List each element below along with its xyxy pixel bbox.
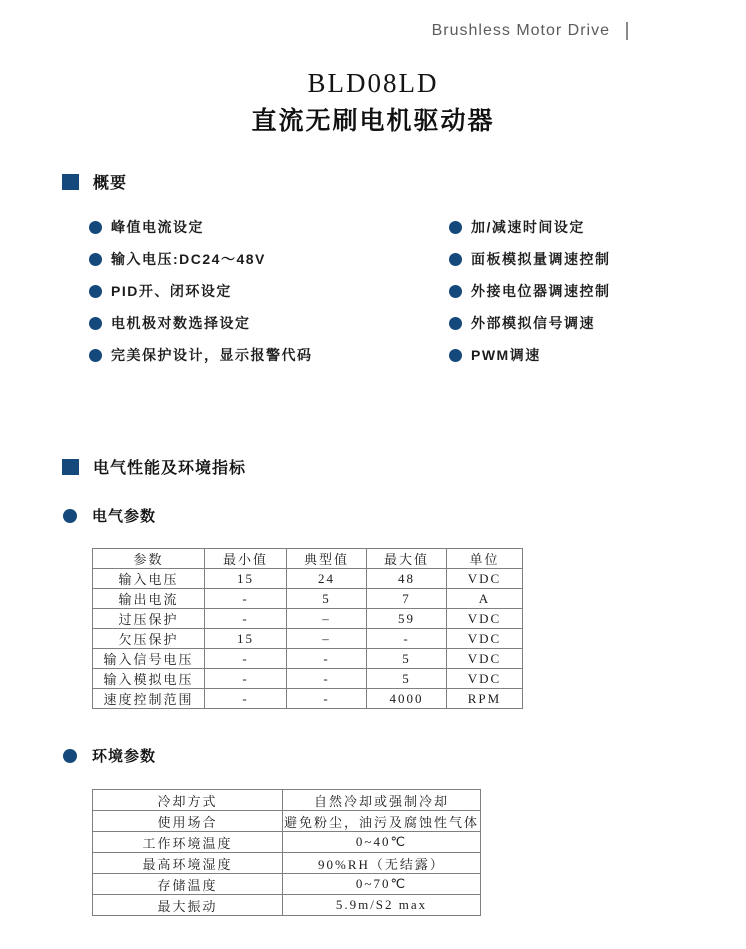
table-cell: 5 [367,669,447,689]
environmental-subheading [0,745,746,766]
table-cell: 5 [287,589,367,609]
table-row [93,853,481,874]
table-cell: 输入信号电压 [93,649,205,669]
electrical-heading-label: 电气参数 [92,508,157,526]
feature-label: 外部模拟信号调速 [471,315,595,332]
electrical-parameters-table [92,548,523,709]
table-cell: 冷却方式 [93,790,283,811]
circle-bullet-icon [89,317,102,330]
feature-item [449,307,611,339]
table-header-cell: 最小值 [205,549,287,569]
table-cell: 使用场合 [93,811,283,832]
feature-column-left [89,211,449,371]
feature-item [449,243,611,275]
circle-bullet-icon [449,253,462,266]
table-row [93,874,481,895]
table-cell: - [205,649,287,669]
table-cell: - [205,609,287,629]
specs-heading-label: 电气性能及环境指标 [93,460,247,478]
table-cell: 15 [205,629,287,649]
feature-label: 外接电位器调速控制 [471,283,611,300]
feature-item [89,243,449,275]
feature-item [89,339,449,371]
product-title: 直流无刷电机驱动器 [251,107,495,136]
table-cell: VDC [447,649,523,669]
table-header-cell: 最大值 [367,549,447,569]
electrical-subheading [0,505,746,526]
feature-label: 峰值电流设定 [111,219,204,236]
table-header-cell: 单位 [447,549,523,569]
table-cell: 24 [287,569,367,589]
table-cell: - [287,689,367,709]
feature-label: 电机极对数选择设定 [111,315,251,332]
table-cell: 输入电压 [93,569,205,589]
table-row [93,669,523,689]
table-cell: - [205,669,287,689]
brand-text: Brushless Motor Drive [431,22,610,39]
feature-label: 完美保护设计，显示报警代码 [111,347,313,364]
table-cell: – [287,629,367,649]
circle-bullet-icon [89,349,102,362]
table-cell: 速度控制范围 [93,689,205,709]
feature-item [89,211,449,243]
feature-item [449,275,611,307]
overview-heading-label: 概要 [93,175,128,193]
feature-label: PWM调速 [471,347,541,364]
feature-column-right [449,211,611,371]
table-row [93,895,481,916]
square-bullet-icon [62,459,79,475]
circle-bullet-icon [89,221,102,234]
table-cell: 15 [205,569,287,589]
circle-bullet-icon [63,749,77,763]
square-bullet-icon [62,174,79,190]
table-row [93,629,523,649]
table-cell: 避免粉尘，油污及腐蚀性气体 [283,811,481,832]
table-cell: 最高环境湿度 [93,853,283,874]
table-cell: - [287,649,367,669]
table-header-row [93,549,523,569]
environmental-heading-label: 环境参数 [92,748,157,766]
feature-label: 面板模拟量调速控制 [471,251,611,268]
table-cell: 0~70℃ [283,874,481,895]
table-cell: VDC [447,609,523,629]
feature-item [449,211,611,243]
table-cell: 48 [367,569,447,589]
header-divider [626,22,628,40]
table-cell: 5 [367,649,447,669]
table-cell: 输入模拟电压 [93,669,205,689]
table-row [93,811,481,832]
circle-bullet-icon [449,221,462,234]
circle-bullet-icon [63,509,77,523]
table-cell: VDC [447,669,523,689]
feature-list [0,211,746,371]
circle-bullet-icon [89,285,102,298]
table-cell: VDC [447,629,523,649]
table-cell: 工作环境温度 [93,832,283,853]
table-cell: 4000 [367,689,447,709]
table-cell: 输出电流 [93,589,205,609]
table-cell: 5.9m/S2 max [283,895,481,916]
table-cell: 7 [367,589,447,609]
feature-label: 加/减速时间设定 [471,219,585,236]
circle-bullet-icon [449,317,462,330]
table-cell: 存储温度 [93,874,283,895]
page-header [0,0,746,40]
table-cell: A [447,589,523,609]
table-cell: - [367,629,447,649]
table-cell: RPM [447,689,523,709]
circle-bullet-icon [449,285,462,298]
circle-bullet-icon [449,349,462,362]
table-row [93,790,481,811]
table-row [93,832,481,853]
table-cell: - [205,589,287,609]
table-header-cell: 参数 [93,549,205,569]
table-cell: 自然冷却或强制冷却 [283,790,481,811]
model-title: BLD08LD [307,68,439,99]
table-cell: 最大振动 [93,895,283,916]
table-header-cell: 典型值 [287,549,367,569]
circle-bullet-icon [89,253,102,266]
table-cell: 过压保护 [93,609,205,629]
table-row [93,589,523,609]
table-cell: 欠压保护 [93,629,205,649]
table-row [93,569,523,589]
table-cell: 59 [367,609,447,629]
feature-label: PID开、闭环设定 [111,283,232,300]
feature-label: 输入电压:DC24～48V [111,251,266,268]
table-cell: 0~40℃ [283,832,481,853]
table-cell: - [287,669,367,689]
table-cell: VDC [447,569,523,589]
overview-section-heading [0,170,746,193]
table-cell: – [287,609,367,629]
table-cell: 90%RH（无结露） [283,853,481,874]
environmental-parameters-table [92,789,481,916]
feature-item [89,307,449,339]
table-row [93,689,523,709]
feature-item [89,275,449,307]
specs-section-heading [0,455,746,478]
table-row [93,649,523,669]
table-row [93,609,523,629]
table-cell: - [205,689,287,709]
feature-item [449,339,611,371]
